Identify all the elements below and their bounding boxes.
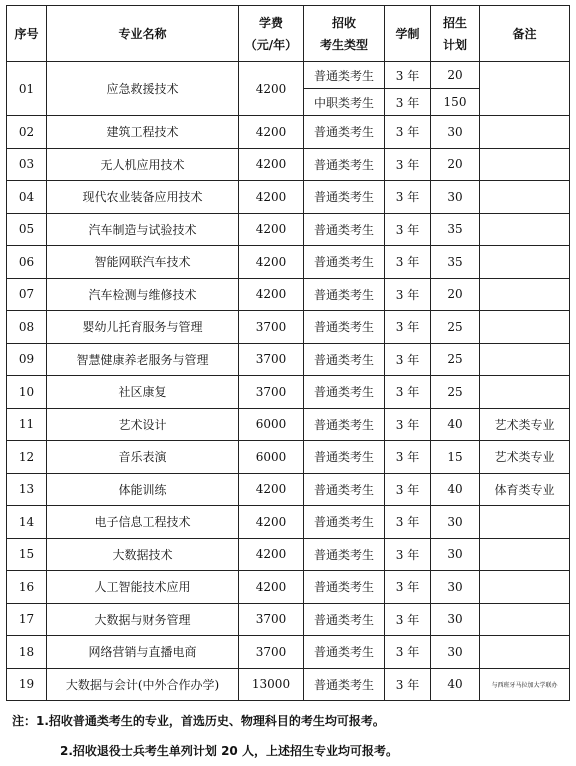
table-row [7,62,570,89]
row-type: 普通类考生 [304,62,385,89]
row-plan: 30 [431,116,480,149]
row-major: 艺术设计 [47,408,239,441]
row-type: 普通类考生 [304,571,385,604]
row-no: 02 [7,116,47,149]
row-major: 汽车检测与维修技术 [47,278,239,311]
row-duration: 3 年 [385,148,431,181]
row-type: 普通类考生 [304,538,385,571]
row-fee: 4200 [239,473,304,506]
row-plan: 40 [431,668,480,701]
row-major: 智慧健康养老服务与管理 [47,343,239,376]
row-duration: 3 年 [385,213,431,246]
row-remark: 与西班牙马拉加大学联办 [480,668,570,701]
table-row [7,668,570,701]
table-row [7,376,570,409]
row-no: 10 [7,376,47,409]
row-fee: 13000 [239,668,304,701]
table-row [7,506,570,539]
row-remark [480,278,570,311]
row-fee: 4200 [239,181,304,214]
header-plan-line1: 招生 [442,15,467,30]
row-remark [480,506,570,539]
row-no: 19 [7,668,47,701]
row-type: 普通类考生 [304,311,385,344]
row-plan: 35 [431,213,480,246]
row-fee: 4200 [239,213,304,246]
row-major: 汽车制造与试验技术 [47,213,239,246]
header-plan [431,6,480,62]
row-no: 18 [7,636,47,669]
row-no: 05 [7,213,47,246]
header-no: 序号 [7,6,47,62]
row-duration: 3 年 [385,246,431,279]
row-remark [480,343,570,376]
table-row [7,538,570,571]
row-no: 14 [7,506,47,539]
row-no: 01 [7,62,47,116]
row-major: 无人机应用技术 [47,148,239,181]
row-remark [480,116,570,149]
row-major: 大数据技术 [47,538,239,571]
row-plan: 30 [431,538,480,571]
row-plan: 25 [431,311,480,344]
row-duration: 3 年 [385,538,431,571]
row-plan: 15 [431,441,480,474]
row-plan: 150 [431,89,480,116]
row-duration: 3 年 [385,376,431,409]
header-plan-line2: 计划 [442,37,467,52]
note-line-1: 注：1.招收普通类考生的专业，首选历史、物理科目的考生均可报考。 [12,714,385,728]
row-plan: 25 [431,343,480,376]
row-type: 普通类考生 [304,213,385,246]
row-type: 普通类考生 [304,603,385,636]
row-type: 普通类考生 [304,181,385,214]
row-type: 普通类考生 [304,116,385,149]
row-major: 人工智能技术应用 [47,571,239,604]
row-remark: 体育类专业 [480,473,570,506]
header-major: 专业名称 [47,6,239,62]
row-no: 07 [7,278,47,311]
table-row [7,441,570,474]
row-remark [480,246,570,279]
header-fee [239,6,304,62]
row-remark [480,603,570,636]
row-major: 电子信息工程技术 [47,506,239,539]
table-row [7,408,570,441]
row-plan: 20 [431,62,480,89]
row-plan: 30 [431,636,480,669]
row-duration: 3 年 [385,181,431,214]
row-fee: 4200 [239,571,304,604]
table-row [7,181,570,214]
header-row [7,6,570,62]
row-duration: 3 年 [385,89,431,116]
row-plan: 30 [431,571,480,604]
row-duration: 3 年 [385,603,431,636]
header-fee-line1: 学费 [258,15,283,30]
table-row [7,636,570,669]
row-type: 普通类考生 [304,636,385,669]
row-type: 普通类考生 [304,278,385,311]
table-row [7,473,570,506]
row-plan: 30 [431,603,480,636]
row-no: 08 [7,311,47,344]
row-no: 12 [7,441,47,474]
row-type: 普通类考生 [304,441,385,474]
table-row [7,246,570,279]
row-remark [480,376,570,409]
row-no: 09 [7,343,47,376]
row-duration: 3 年 [385,408,431,441]
row-fee: 4200 [239,116,304,149]
row-plan: 30 [431,181,480,214]
row-duration: 3 年 [385,116,431,149]
row-no: 17 [7,603,47,636]
row-remark: 艺术类专业 [480,441,570,474]
row-fee: 4200 [239,62,304,116]
row-fee: 4200 [239,148,304,181]
row-fee: 4200 [239,506,304,539]
row-plan: 25 [431,376,480,409]
row-type: 普通类考生 [304,148,385,181]
row-fee: 6000 [239,441,304,474]
table-row [7,116,570,149]
row-duration: 3 年 [385,636,431,669]
row-major: 智能网联汽车技术 [47,246,239,279]
table-row [7,311,570,344]
table-row [7,571,570,604]
row-duration: 3 年 [385,62,431,89]
enrollment-table [6,5,570,701]
row-type: 普通类考生 [304,408,385,441]
row-fee: 3700 [239,376,304,409]
row-no: 03 [7,148,47,181]
table-row [7,148,570,181]
row-type: 普通类考生 [304,376,385,409]
row-remark [480,636,570,669]
table-row [7,603,570,636]
row-plan: 40 [431,473,480,506]
row-duration: 3 年 [385,311,431,344]
row-major: 大数据与会计(中外合作办学) [47,668,239,701]
table-row [7,278,570,311]
row-remark [480,181,570,214]
row-fee: 4200 [239,246,304,279]
row-major: 网络营销与直播电商 [47,636,239,669]
row-major: 音乐表演 [47,441,239,474]
row-type: 普通类考生 [304,343,385,376]
notes [12,706,572,766]
row-no: 15 [7,538,47,571]
row-fee: 3700 [239,603,304,636]
row-duration: 3 年 [385,343,431,376]
row-duration: 3 年 [385,506,431,539]
header-type-line2: 考生类型 [319,37,368,52]
row-type: 普通类考生 [304,473,385,506]
row-no: 04 [7,181,47,214]
row-duration: 3 年 [385,571,431,604]
row-fee: 3700 [239,311,304,344]
row-no: 06 [7,246,47,279]
row-no: 16 [7,571,47,604]
header-duration: 学制 [385,6,431,62]
row-fee: 4200 [239,278,304,311]
row-duration: 3 年 [385,278,431,311]
row-remark: 艺术类专业 [480,408,570,441]
table-row [7,343,570,376]
row-plan: 35 [431,246,480,279]
row-major: 大数据与财务管理 [47,603,239,636]
note-line-2: 2.招收退役士兵考生单列计划 20 人，上述招生专业均可报考。 [60,744,398,758]
row-plan: 30 [431,506,480,539]
row-type: 普通类考生 [304,506,385,539]
row-remark [480,62,570,116]
row-no: 11 [7,408,47,441]
row-remark [480,571,570,604]
header-type [304,6,385,62]
row-major: 婴幼儿托育服务与管理 [47,311,239,344]
row-type: 普通类考生 [304,246,385,279]
header-remark: 备注 [480,6,570,62]
header-type-line1: 招收 [331,15,356,30]
row-remark [480,311,570,344]
row-fee: 4200 [239,538,304,571]
row-duration: 3 年 [385,473,431,506]
row-remark [480,213,570,246]
row-remark [480,538,570,571]
row-type: 普通类考生 [304,668,385,701]
row-plan: 20 [431,278,480,311]
row-major: 建筑工程技术 [47,116,239,149]
row-type: 中职类考生 [304,89,385,116]
row-no: 13 [7,473,47,506]
row-plan: 40 [431,408,480,441]
row-major: 应急救援技术 [47,62,239,116]
row-plan: 20 [431,148,480,181]
header-fee-line2: （元/年） [244,37,298,52]
row-remark [480,148,570,181]
row-duration: 3 年 [385,668,431,701]
row-major: 体能训练 [47,473,239,506]
row-fee: 3700 [239,343,304,376]
row-fee: 6000 [239,408,304,441]
row-major: 社区康复 [47,376,239,409]
table-row [7,213,570,246]
row-major: 现代农业装备应用技术 [47,181,239,214]
row-fee: 3700 [239,636,304,669]
row-duration: 3 年 [385,441,431,474]
